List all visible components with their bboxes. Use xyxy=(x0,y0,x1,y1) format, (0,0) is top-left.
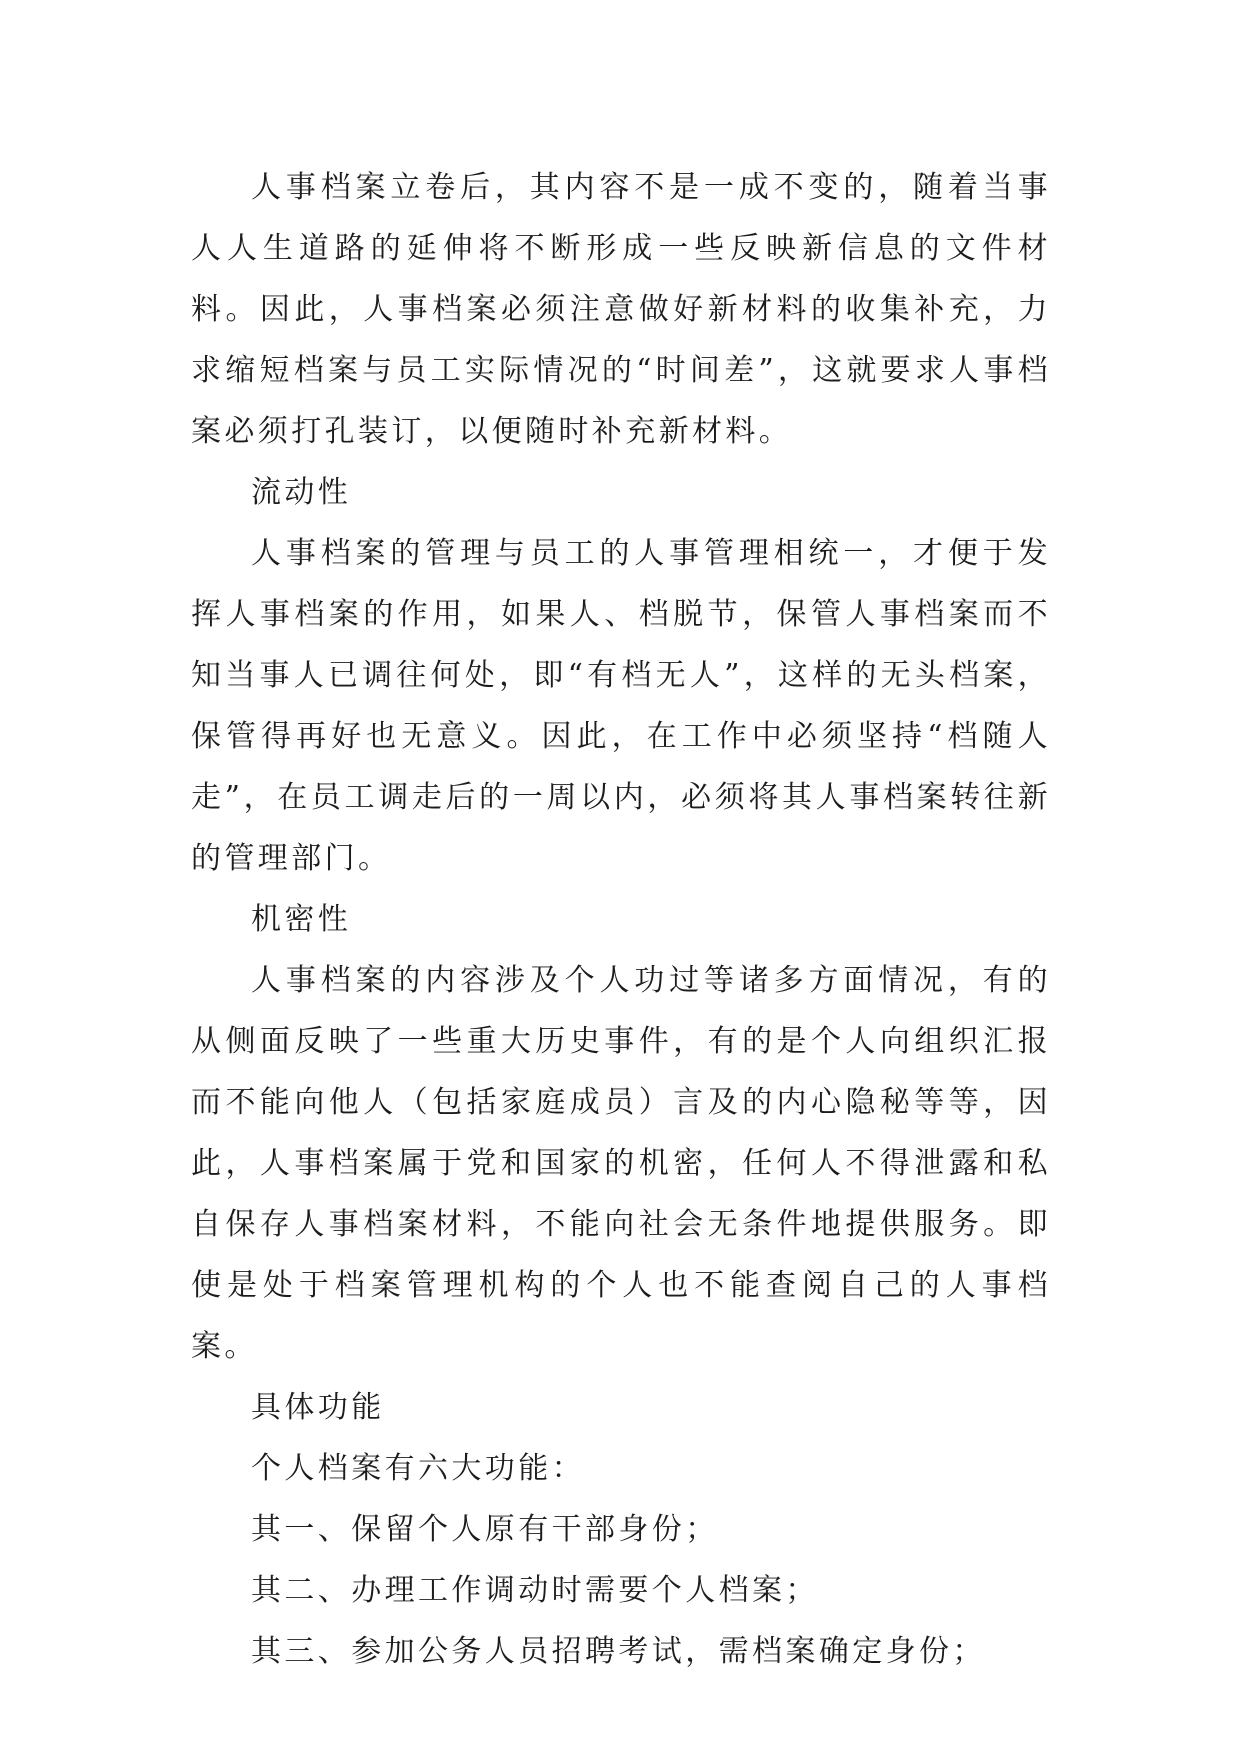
heading-mobility: 流动性 xyxy=(251,475,352,510)
document-body xyxy=(191,157,1051,1682)
heading-confidentiality: 机密性 xyxy=(251,902,352,937)
function-item-2: 其二、办理工作调动时需要个人档案； xyxy=(251,1573,819,1608)
function-item-3: 其三、参加公务人员招聘考试，需档案确定身份； xyxy=(251,1634,986,1669)
paragraph-confidentiality: 人事档案的内容涉及个人功过等诸多方面情况，有的从侧面反映了一些重大历史事件，有的是个人向组织汇报而不能向他人（包括家庭成员）言及的内心隐秘等等，因此，人事档案属于党和国家的机密，任何人不得泄露和私自保存人事档案材料，不能向社会无条件地提供服务。即使是处于档案管理机构的个人也不能查阅自己的人事档案。 xyxy=(191,963,1051,1364)
functions-intro: 个人档案有六大功能： xyxy=(251,1451,585,1486)
function-item-1: 其一、保留个人原有干部身份； xyxy=(251,1512,719,1547)
heading-functions: 具体功能 xyxy=(251,1390,385,1425)
paragraph-file-supplement: 人事档案立卷后，其内容不是一成不变的，随着当事人人生道路的延伸将不断形成一些反映新信息的文件材料。因此，人事档案必须注意做好新材料的收集补充，力求缩短档案与员工实际情况的“时间差”，这就要求人事档案必须打孔装订，以便随时补充新材料。 xyxy=(191,170,1051,449)
paragraph-mobility: 人事档案的管理与员工的人事管理相统一，才便于发挥人事档案的作用，如果人、档脱节，保管人事档案而不知当事人已调往何处，即“有档无人”，这样的无头档案，保管得再好也无意义。因此，在工作中必须坚持“档随人走”，在员工调走后的一周以内，必须将其人事档案转往新的管理部门。 xyxy=(191,536,1051,876)
